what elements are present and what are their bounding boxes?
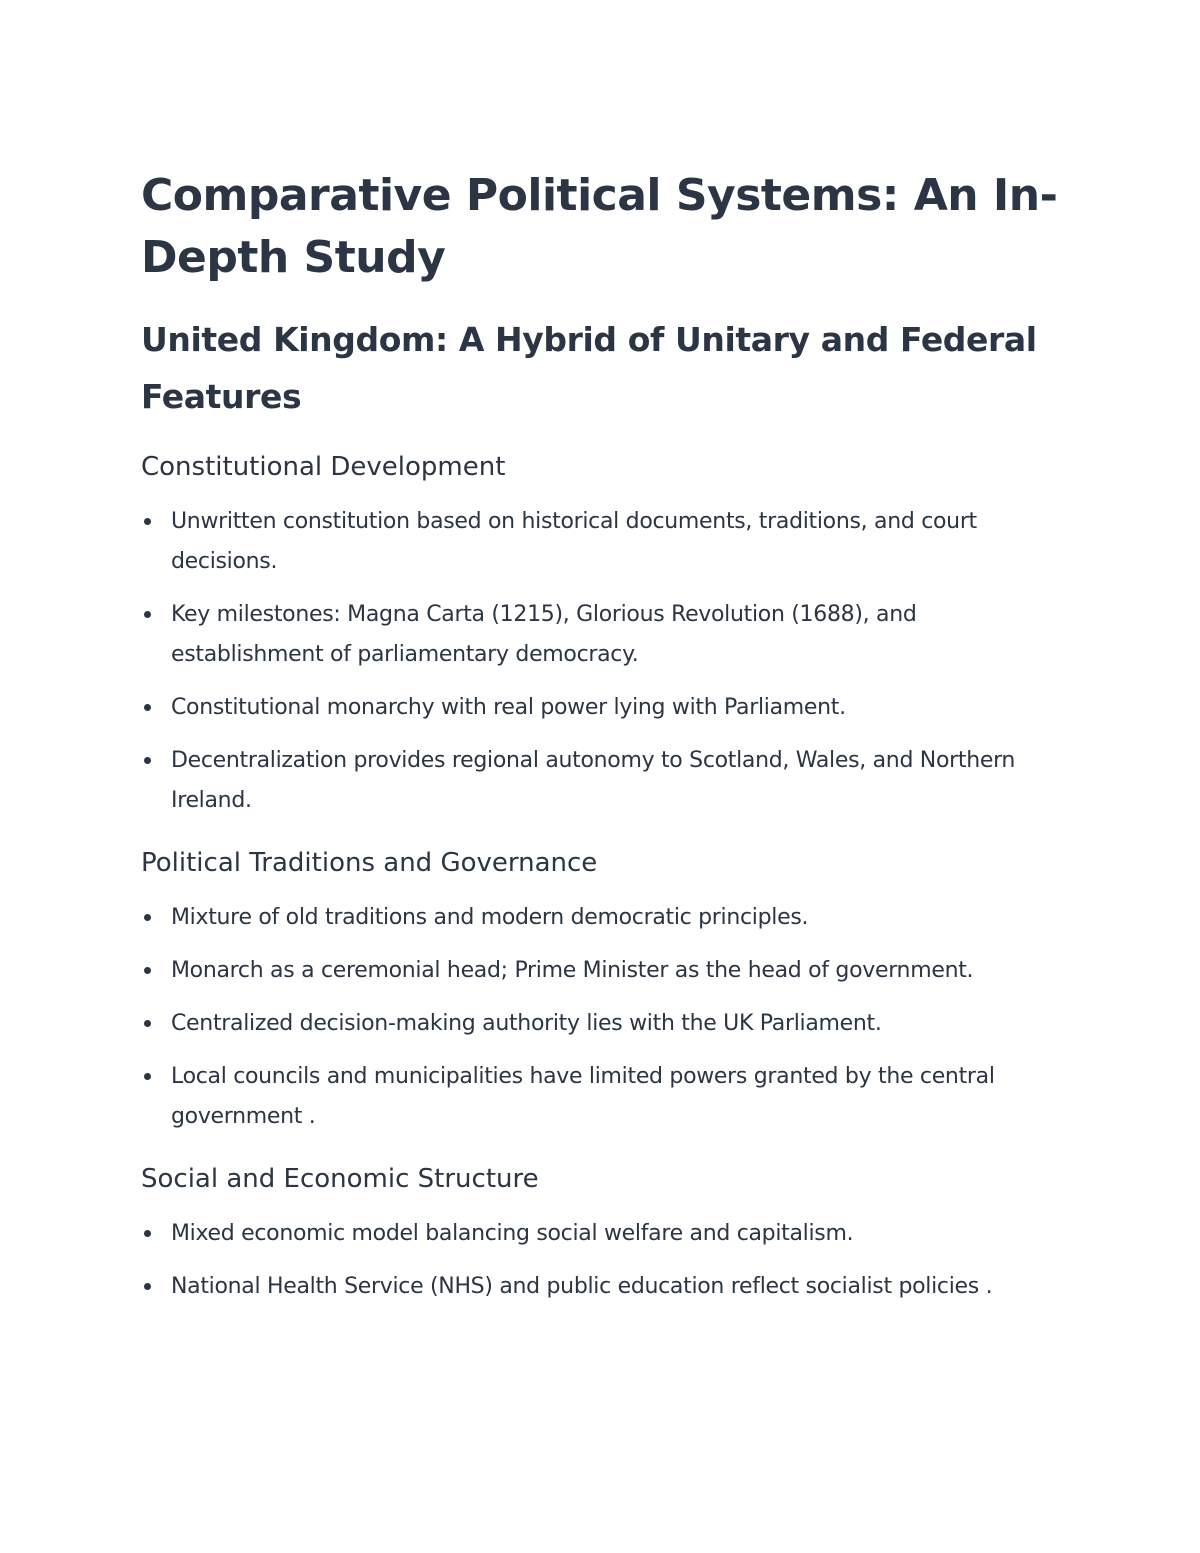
bullet-icon — [144, 914, 151, 921]
list-item — [141, 1004, 1061, 1044]
bullet-icon — [144, 1020, 151, 1027]
list-item-text: Unwritten constitution based on historical documents, traditions, and court decisions. — [171, 509, 977, 574]
list-item — [141, 595, 1061, 675]
list-item-text: Centralized decision-making authority lies with the UK Parliament. — [171, 1011, 882, 1036]
list-item — [141, 1267, 1061, 1307]
subsection-heading: Political Traditions and Governance — [141, 848, 598, 878]
bullet-icon — [144, 757, 151, 764]
list-item — [141, 741, 1061, 821]
list-item-text: Decentralization provides regional autonomy to Scotland, Wales, and Northern Ireland. — [171, 748, 1016, 813]
bullet-icon — [144, 611, 151, 618]
section-heading: United Kingdom: A Hybrid of Unitary and Federal Features — [141, 320, 1037, 416]
bullet-icon — [144, 1283, 151, 1290]
bullet-icon — [144, 1073, 151, 1080]
list-item-text: Mixture of old traditions and modern democratic principles. — [171, 905, 809, 930]
subsection-political-traditions — [141, 845, 1061, 1137]
bullet-icon — [144, 704, 151, 711]
document-page — [141, 165, 1061, 1307]
list-item-text: National Health Service (NHS) and public education reflect socialist policies . — [171, 1274, 993, 1299]
list-item — [141, 1057, 1061, 1137]
list-item-text: Local councils and municipalities have limited powers granted by the central government . — [171, 1064, 995, 1129]
bullet-list — [141, 502, 1061, 821]
list-item — [141, 951, 1061, 991]
subsection-social-economic — [141, 1161, 1061, 1307]
list-item-text: Monarch as a ceremonial head; Prime Minister as the head of government. — [171, 958, 974, 983]
list-item — [141, 1214, 1061, 1254]
list-item — [141, 688, 1061, 728]
subsection-constitutional-development — [141, 449, 1061, 821]
list-item-text: Constitutional monarchy with real power lying with Parliament. — [171, 695, 846, 720]
list-item-text: Mixed economic model balancing social welfare and capitalism. — [171, 1221, 854, 1246]
bullet-icon — [144, 1230, 151, 1237]
list-item-text: Key milestones: Magna Carta (1215), Glorious Revolution (1688), and establishment of parliamentary democracy. — [171, 602, 917, 667]
list-item — [141, 502, 1061, 582]
bullet-icon — [144, 967, 151, 974]
list-item — [141, 898, 1061, 938]
bullet-icon — [144, 518, 151, 525]
bullet-list — [141, 898, 1061, 1137]
subsection-heading: Constitutional Development — [141, 452, 506, 482]
document-title: Comparative Political Systems: An In-Depth Study — [141, 170, 1058, 283]
subsection-heading: Social and Economic Structure — [141, 1164, 539, 1194]
bullet-list — [141, 1214, 1061, 1307]
